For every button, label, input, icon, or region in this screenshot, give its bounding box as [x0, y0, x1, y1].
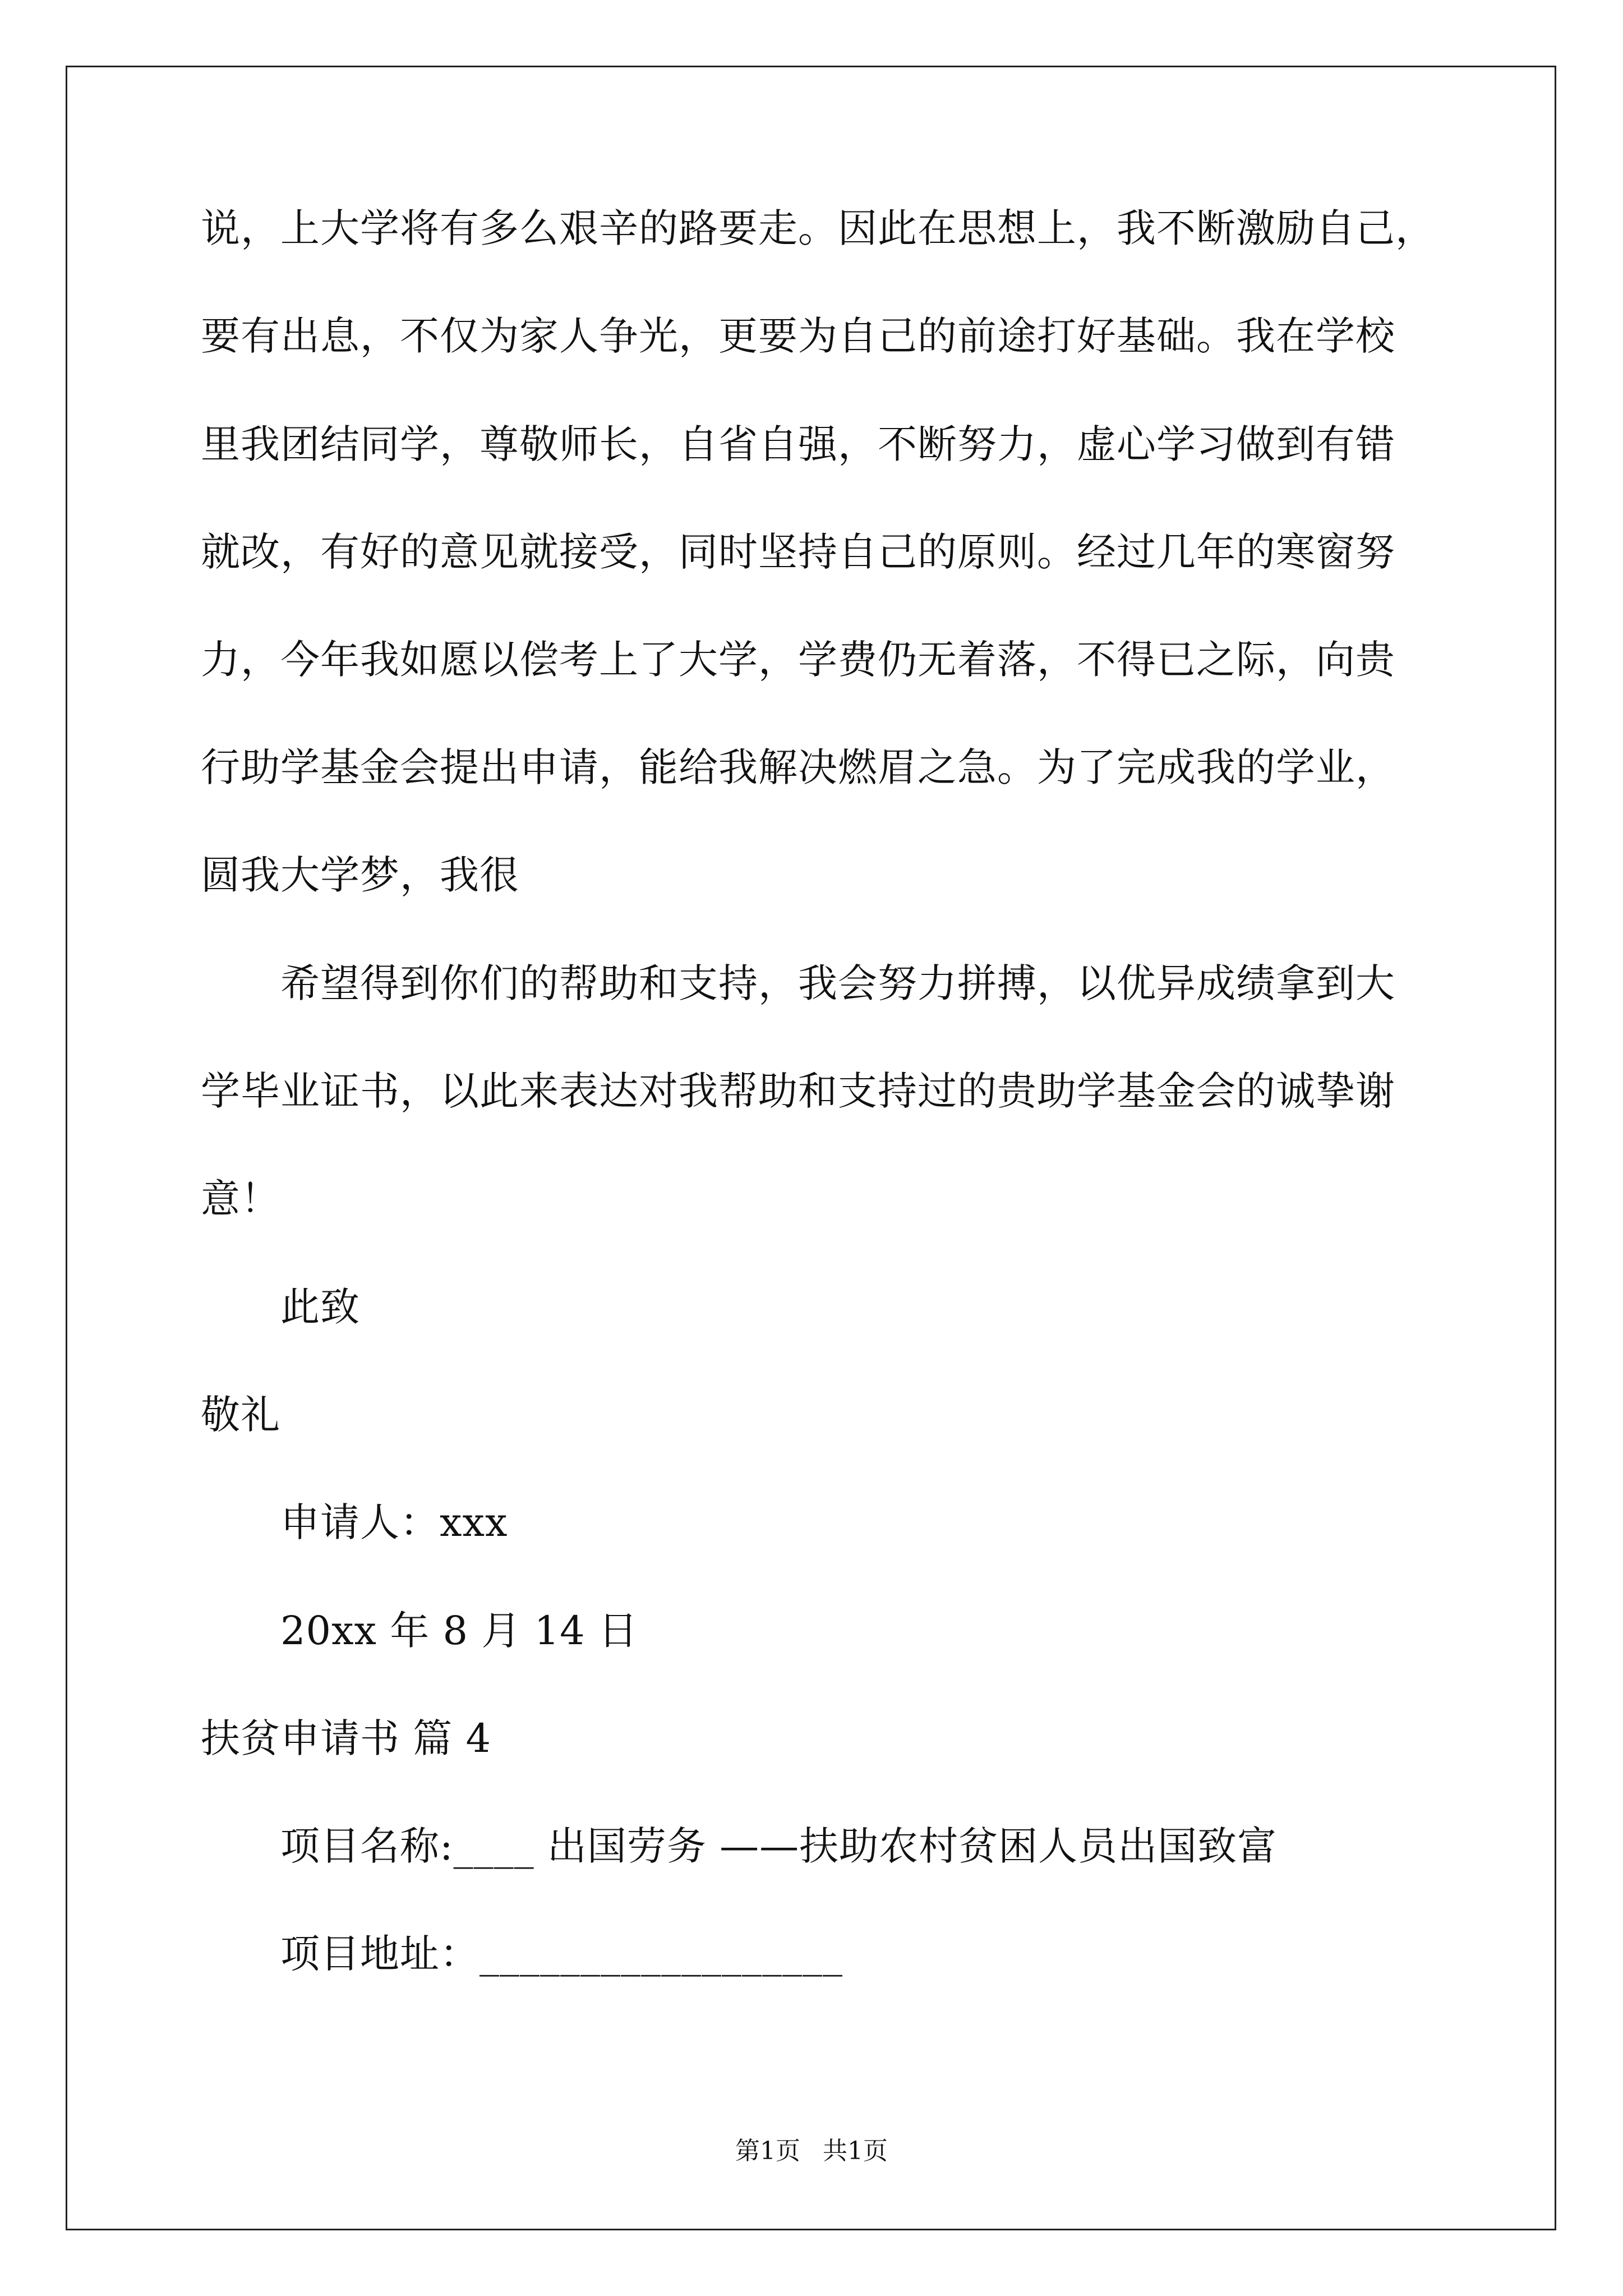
closing-regards: 敬礼 — [201, 1392, 280, 1438]
project-address-line: 项目地址：__________________ — [280, 1931, 843, 1977]
body-text-line: 意！ — [201, 1176, 280, 1222]
letter-date: 20xx 年 8 月 14 日 — [280, 1608, 638, 1654]
body-text-line: 学毕业证书，以此来表达对我帮助和支持过的贵助学基金会的诚挚谢 — [201, 1068, 1395, 1114]
body-text-line: 里我团结同学，尊敬师长，自省自强，不断努力，虚心学习做到有错 — [201, 421, 1395, 467]
body-text-line: 要有出息，不仅为家人争光，更要为自己的前途打好基础。我在学校 — [201, 313, 1395, 359]
page-number: 第1页 — [735, 2137, 800, 2165]
body-text-line: 就改，有好的意见就接受，同时坚持自己的原则。经过几年的寒窗努 — [201, 529, 1395, 575]
paragraph-start-line: 希望得到你们的帮助和支持，我会努力拼搏，以优异成绩拿到大 — [280, 960, 1395, 1006]
page-frame — [66, 66, 1556, 2230]
closing-salutation: 此致 — [280, 1284, 360, 1330]
project-name-line: 项目名称:____ 出国劳务 ——扶助农村贫困人员出国致富 — [280, 1823, 1278, 1869]
body-text-line: 行助学基金会提出申请，能给我解决燃眉之急。为了完成我的学业， — [201, 744, 1395, 790]
body-text-line: 说，上大学将有多么艰辛的路要走。因此在思想上，我不断激励自己， — [201, 205, 1435, 251]
page-footer — [0, 2139, 1623, 2164]
section-heading: 扶贫申请书 篇 4 — [201, 1715, 492, 1761]
page-total: 共1页 — [823, 2137, 888, 2165]
body-text-line: 力，今年我如愿以偿考上了大学，学费仍无着落，不得已之际，向贵 — [201, 637, 1395, 683]
body-text-line: 圆我大学梦，我很 — [201, 852, 519, 898]
applicant-signature: 申请人：xxx — [280, 1499, 508, 1545]
